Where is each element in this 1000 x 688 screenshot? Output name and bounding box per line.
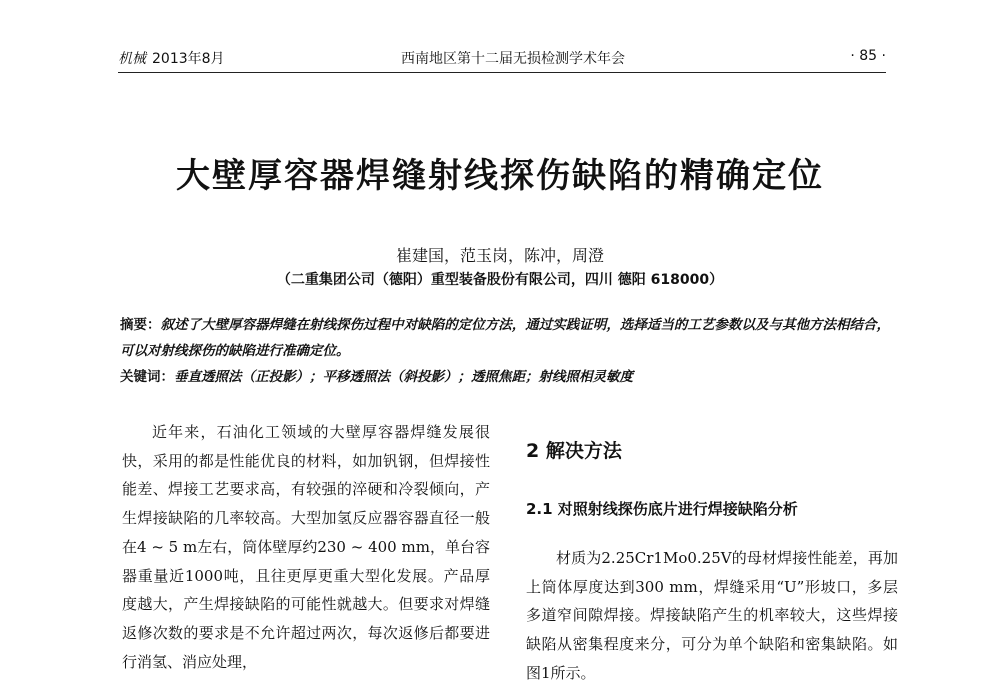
page-number: · 85 · (850, 48, 886, 64)
section-heading: 2 解决方法 (526, 440, 622, 462)
keywords-label: 关键词： (120, 369, 174, 385)
paper-title: 大壁厚容器焊缝射线探伤缺陷的精确定位 (176, 156, 824, 196)
author-affiliation: （二重集团公司（德阳）重型装备股份有限公司，四川 德阳 618000） (276, 272, 724, 288)
conference-name: 西南地区第十二届无损检测学术年会 (401, 51, 625, 67)
abstract (120, 312, 890, 364)
issue-date: 2013年8月 (152, 51, 225, 67)
subsection-heading: 2.1 对照射线探伤底片进行焊接缺陷分析 (526, 500, 798, 518)
abstract-label: 摘要： (120, 317, 161, 333)
right-column (526, 436, 898, 682)
header-divider (118, 72, 886, 73)
running-header (118, 44, 886, 70)
journal-name: 机械 2013年8月 (118, 51, 225, 67)
author-list: 崔建国，范玉岗，陈冲，周澄 (395, 246, 604, 265)
keywords (120, 364, 890, 390)
left-column (122, 418, 490, 676)
keywords-text: 垂直透照法（正投影）；平移透照法（斜投影）；透照焦距；射线照相灵敏度 (174, 369, 633, 385)
body-paragraph: 材质为2.25Cr1Mo0.25V的母材焊接性能差，再加上筒体厚度达到300 mm，焊缝采用“U”形坡口，多层多道窄间隙焊接。焊接缺陷产生的机率较大，这些焊接缺陷从密集程度来分，可分为单个缺陷和密集缺陷。如图1所示。 (526, 549, 898, 682)
abstract-text: 叙述了大壁厚容器焊缝在射线探伤过程中对缺陷的定位方法，通过实践证明，选择适当的工艺参数以及与其他方法相结合，可以对射线探伤的缺陷进行准确定位。 (120, 317, 891, 359)
intro-paragraph: 近年来，石油化工领域的大壁厚容器焊缝发展很快，采用的都是性能优良的材料，如加钒钢，但焊接性能差、焊接工艺要求高，有较强的淬硬和冷裂倾向，产生焊接缺陷的几率较高。大型加氢反应器容器直径一般在4 ~ 5 m左右，筒体壁厚约230 ~ 400 mm，单台容器重量近1000吨，且往更厚更重大型化发展。产品厚度越大，产生焊接缺陷的可能性就越大。但要求对焊缝返修次数的要求是不允许超过两次，每次返修后都要进行消氢、消应处理， (122, 423, 490, 671)
